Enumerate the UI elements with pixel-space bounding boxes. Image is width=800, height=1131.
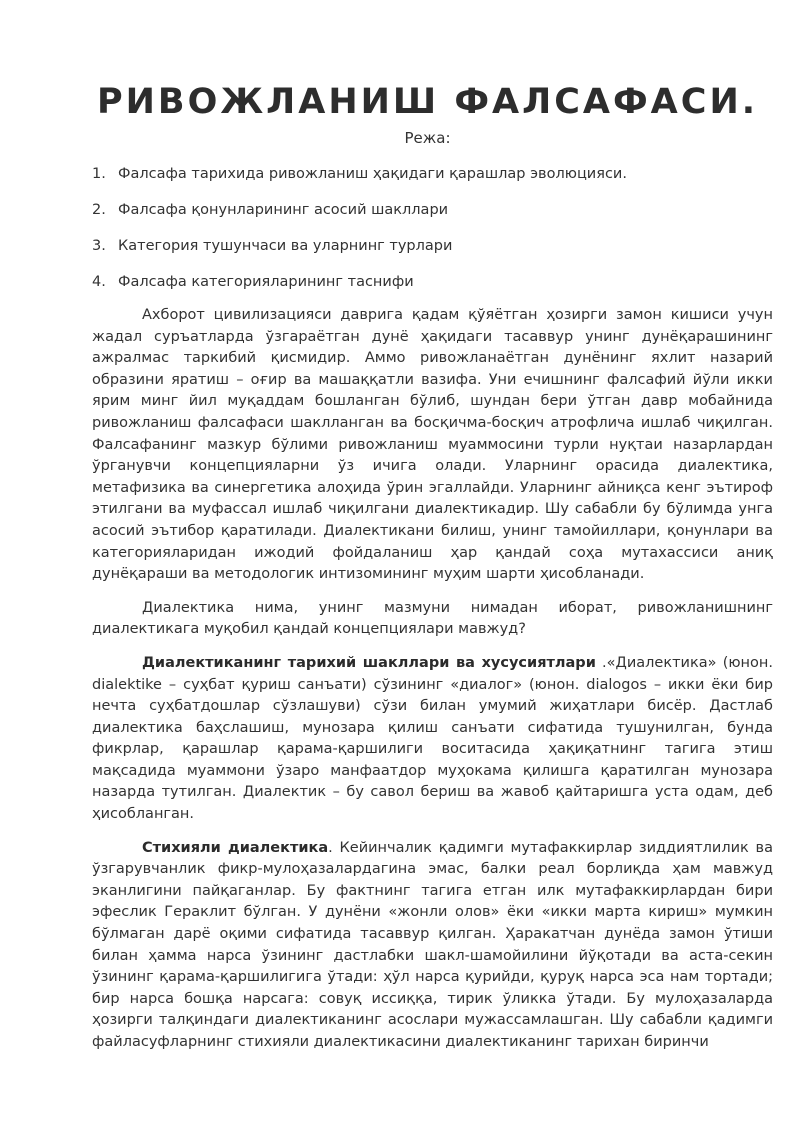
plan-item-text: Фалсафа категорияларининг таснифи [118,274,414,290]
plan-item-number: 1. [92,166,106,182]
paragraph-intro: Ахборот цивилизацияси даврига қадам қўяётган ҳозирги замон кишиси учун жадал суръатларда ўзгараётган дунё ҳақидаги тасаввур унинг дунёқарашининг ажралмас таркибий қисмидир. Аммо ривожланаётган дунёнинг яхлит назарий образини яратиш – оғир ва машаққатли вазифа. Уни ечишнинг фалсафий йўли икки ярим минг йил муқаддам бошланган бўлиб, шундан бери ўтган давр мобайнида ривожланиш фалсафаси шаклланган ва босқичма-босқич атрофлича ишлаб чиқилган. Фалсафанинг мазкур бўлими ривожланиш муаммосини турли нуқтаи назарлардан ўрганувчи концепцияларни ўз ичига олади. Уларнинг орасида диалектика, метафизика ва синергетика алоҳида ўрин эгаллайди. Уларнинг айниқса кенг эътироф этилгани ва муфассал ишлаб чиқилгани диалектикадир. Шу сабабли бу бўлимда унга асосий эътибор қаратилади. Диалектикани билиш, унинг тамойиллари, қонунлари ва категорияларидан ижодий фойдаланиш ҳар қандай соҳа мутахассиси аниқ дунёқараши ва методологик интизомининг муҳим шарти ҳисобланади. [92,307,773,583]
page-title: РИВОЖЛАНИШ ФАЛСАФАСИ. [96,82,759,122]
plan-item [92,164,773,184]
section-heading-historical-forms: Диалектиканинг тарихий шакллари ва хусусиятлари [142,654,596,671]
plan-item-text: Фалсафа қонунларининг асосий шакллари [118,202,449,218]
plan-item-number: 3. [92,238,106,254]
paragraph-spontaneous-dialectics [92,838,773,1054]
plan-item [92,200,773,220]
paragraph-historical-forms [92,653,773,826]
plan-item-text: Категория тушунчаси ва уларнинг турлари [118,238,453,254]
plan-item-number: 4. [92,274,106,290]
plan-item [92,272,773,292]
plan-heading: Режа: [404,129,451,147]
plan-item [92,236,773,256]
plan-list [92,164,773,292]
section-heading-spontaneous-dialectics: Стихияли диалектика [142,839,329,856]
paragraph-question: Диалектика нима, унинг мазмуни нимадан иборат, ривожланишнинг диалектикага муқобил қандай концепциялари мавжуд? [92,599,773,638]
paragraph-spontaneous-dialectics-text: . Кейинчалик қадимги мутафаккирлар зиддиятлилик ва ўзгарувчанлик фикр-мулоҳазалардагина эмас, балки реал борлиқда ҳам мавжуд эканлигини пайқаганлар. Бу фактнинг тагига етган илк мутафаккирлардан бири эфеслик Гераклит бўлган. У дунёни «жонли олов» ёки «икки марта кириш» мумкин бўлмаган дарё оқими сифатида тасаввур қилган. Ҳаракатчан дунёда замон ўтиши билан ҳамма нарса ўзининг дастлабки шакл-шамойилини йўқотади ва аста-секин ўзининг қарама-қаршилигига ўтади: ҳўл нарса қурийди, қуруқ нарса эса нам тортади; бир нарса бошқа нарсага: совуқ иссиққа, тирик ўликка ўтади. Бу мулоҳазаларда ҳозирги талқиндаги диалектиканинг асослари мужассамлашган. Шу сабабли қадимги файласуфларнинг стихияли диалектикасини диалектиканинг тарихан биринчи [92,839,773,1050]
plan-item-text: Фалсафа тарихида ривожланиш ҳақидаги қарашлар эволюцияси. [118,166,627,182]
paragraph-historical-forms-text: .«Диалектика» (юнон. dialektike – суҳбат қуриш санъати) сўзининг «диалог» (юнон. dialogos – икки ёки бир нечта суҳбатдошлар сўзлашуви) сўзи билан умумий жиҳатлари бисёр. Дастлаб диалектика баҳслашиш, мунозара қилиш санъати сифатида тушунилган, бунда фикрлар, қарашлар қарама-қаршилиги воситасида ҳақиқатнинг тагига этиш мақсадида муаммони ўзаро манфаатдор муҳокама қилишга қаратилган мунозара назарда тутилган. Диалектик – бу савол бериш ва жавоб қайтаришга уста одам, деб ҳисобланган. [92,654,773,823]
plan-item-number: 2. [92,202,106,218]
